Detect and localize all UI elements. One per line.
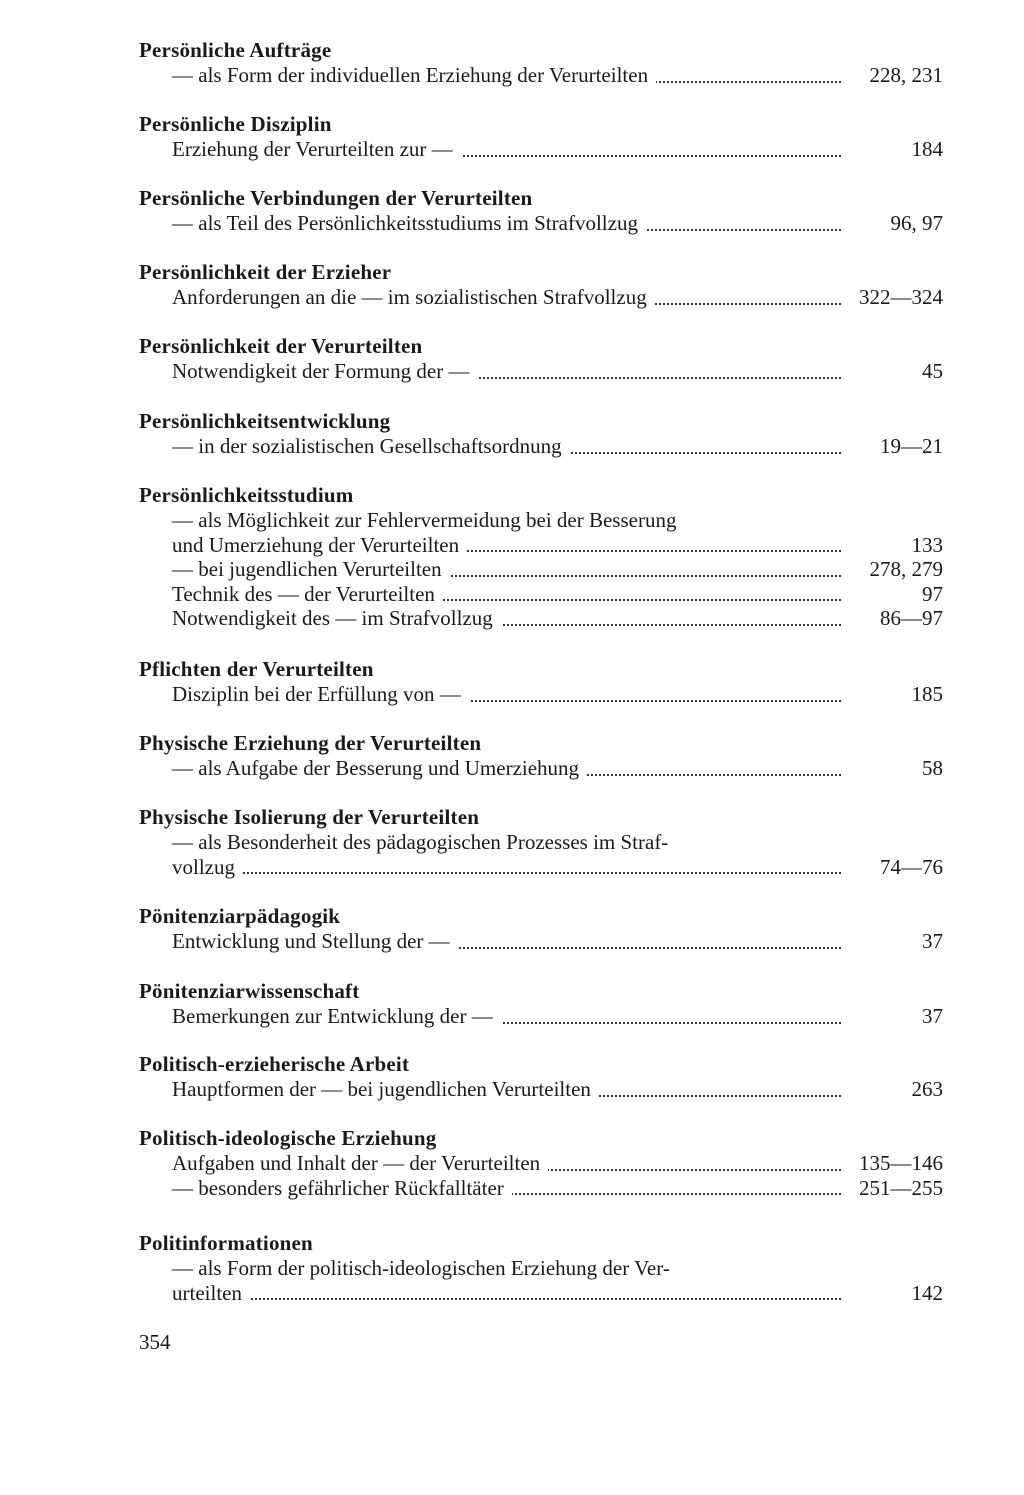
- page-reference: 19—21: [880, 434, 943, 458]
- subentry-line: [139, 1077, 945, 1102]
- subentry-text: Bemerkungen zur Entwicklung der —: [172, 1004, 501, 1029]
- index-entry: [139, 731, 945, 781]
- index-entry: [139, 112, 945, 162]
- page-reference: 251—255: [859, 1175, 943, 1200]
- entry-heading: Persönliche Aufträge: [139, 38, 332, 62]
- index-entry: [139, 260, 945, 310]
- page-reference: 97: [922, 581, 943, 606]
- subentry-text: Entwicklung und Stellung der —: [172, 929, 458, 954]
- page-reference: 74—76: [880, 854, 943, 879]
- page-reference: 135—146: [859, 1151, 943, 1175]
- subentry-text: — als Teil des Persönlichkeitsstudiums im Strafvollzug: [172, 211, 646, 236]
- subentry-text: — als Form der individuellen Erziehung der Verurteilten: [172, 63, 656, 88]
- index-entry: [139, 1052, 945, 1102]
- page-reference: 37: [922, 1004, 943, 1028]
- subentry-text: Technik des — der Verurteilten: [172, 582, 443, 607]
- subentry-line: [139, 830, 945, 855]
- subentry-text: Notwendigkeit der Formung der —: [172, 359, 477, 384]
- subentry-line: [139, 63, 945, 88]
- index-entry: [139, 1231, 945, 1305]
- subentry-line: [139, 557, 945, 582]
- page-reference: 58: [922, 756, 943, 780]
- subentry-text: Hauptformen der — bei jugendlichen Verurteilten: [172, 1077, 599, 1102]
- subentry-line: [139, 508, 945, 533]
- subentry-line: [139, 682, 945, 707]
- page-reference: 37: [922, 929, 943, 953]
- subentry-text: Erziehung der Verurteilten zur —: [172, 137, 461, 162]
- subentry-line: [139, 1256, 945, 1281]
- subentry-line: [139, 582, 945, 607]
- page-reference: 322—324: [859, 285, 943, 309]
- subentry-line: [139, 434, 945, 459]
- entry-heading: Pönitenziarwissenschaft: [139, 979, 360, 1003]
- index-entry: [139, 186, 945, 236]
- page-reference: 96, 97: [890, 211, 943, 235]
- index-entry: [139, 1126, 945, 1200]
- entry-heading: Physische Isolierung der Verurteilten: [139, 805, 480, 829]
- index-entry: [139, 483, 945, 631]
- subentry-text: — besonders gefährlicher Rückfalltäter: [172, 1176, 512, 1201]
- subentry-text: urteilten: [172, 1281, 250, 1306]
- page-reference: 185: [911, 682, 943, 706]
- subentry-line: [139, 533, 945, 558]
- subentry-text: — als Besonderheit des pädagogischen Prozesses im Straf-: [172, 830, 669, 854]
- entry-heading: Politisch-ideologische Erziehung: [139, 1126, 437, 1150]
- subentry-text: Aufgaben und Inhalt der — der Verurteilten: [172, 1151, 548, 1176]
- page-reference: 278, 279: [869, 557, 943, 581]
- subentry-text: und Umerziehung der Verurteilten: [172, 533, 467, 558]
- subentry-line: [139, 1176, 945, 1201]
- entry-heading: Politisch-erzieherische Arbeit: [139, 1052, 410, 1076]
- page-reference: 86—97: [880, 606, 943, 630]
- page-number: 354: [139, 1330, 171, 1354]
- page-reference: 184: [911, 137, 943, 161]
- entry-heading: Persönliche Disziplin: [139, 112, 332, 136]
- page-reference: 45: [922, 359, 943, 383]
- index-entry: [139, 38, 945, 88]
- index-entry: [139, 409, 945, 459]
- subentry-text: vollzug: [172, 855, 243, 880]
- subentry-text: Anforderungen an die — im sozialistischen Strafvollzug: [172, 285, 655, 310]
- subentry-text: — als Form der politisch-ideologischen Erziehung der Ver-: [172, 1256, 670, 1280]
- index-entry: [139, 657, 945, 707]
- entry-heading: Persönlichkeit der Verurteilten: [139, 334, 423, 358]
- entry-heading: Persönlichkeitsentwicklung: [139, 409, 391, 433]
- entry-heading: Persönlichkeit der Erzieher: [139, 260, 392, 284]
- index-entry: [139, 904, 945, 954]
- index-entry: [139, 334, 945, 384]
- subentry-text: — als Aufgabe der Besserung und Umerziehung: [172, 756, 587, 781]
- subentry-text: — bei jugendlichen Verurteilten: [172, 557, 450, 582]
- subentry-line: [139, 285, 945, 310]
- index-entry: [139, 805, 945, 879]
- subentry-line: [139, 1004, 945, 1029]
- subentry-text: Notwendigkeit des — im Strafvollzug: [172, 606, 501, 631]
- dot-leader: [172, 1298, 841, 1300]
- page-reference: 228, 231: [869, 63, 943, 87]
- subentry-line: [139, 855, 945, 880]
- subentry-line: [139, 211, 945, 236]
- page-reference: 263: [911, 1077, 943, 1101]
- subentry-line: [139, 756, 945, 781]
- page-reference: 133: [911, 532, 943, 557]
- entry-heading: Pönitenziarpädagogik: [139, 904, 341, 928]
- subentry-line: [139, 1281, 945, 1306]
- subentry-line: [139, 606, 945, 631]
- page-reference: 142: [911, 1280, 943, 1305]
- dot-leader: [172, 872, 841, 874]
- entry-heading: Politinformationen: [139, 1231, 313, 1255]
- subentry-text: — in der sozialistischen Gesellschaftsordnung: [172, 434, 570, 459]
- subentry-text: Disziplin bei der Erfüllung von —: [172, 682, 469, 707]
- index-entry: [139, 979, 945, 1029]
- subentry-line: [139, 1151, 945, 1176]
- subentry-line: [139, 359, 945, 384]
- subentry-line: [139, 137, 945, 162]
- entry-heading: Pflichten der Verurteilten: [139, 657, 374, 681]
- entry-heading: Physische Erziehung der Verurteilten: [139, 731, 482, 755]
- entry-heading: Persönliche Verbindungen der Verurteilten: [139, 186, 533, 210]
- entry-heading: Persönlichkeitsstudium: [139, 483, 354, 507]
- subentry-line: [139, 929, 945, 954]
- subentry-text: — als Möglichkeit zur Fehlervermeidung bei der Besserung: [172, 508, 677, 532]
